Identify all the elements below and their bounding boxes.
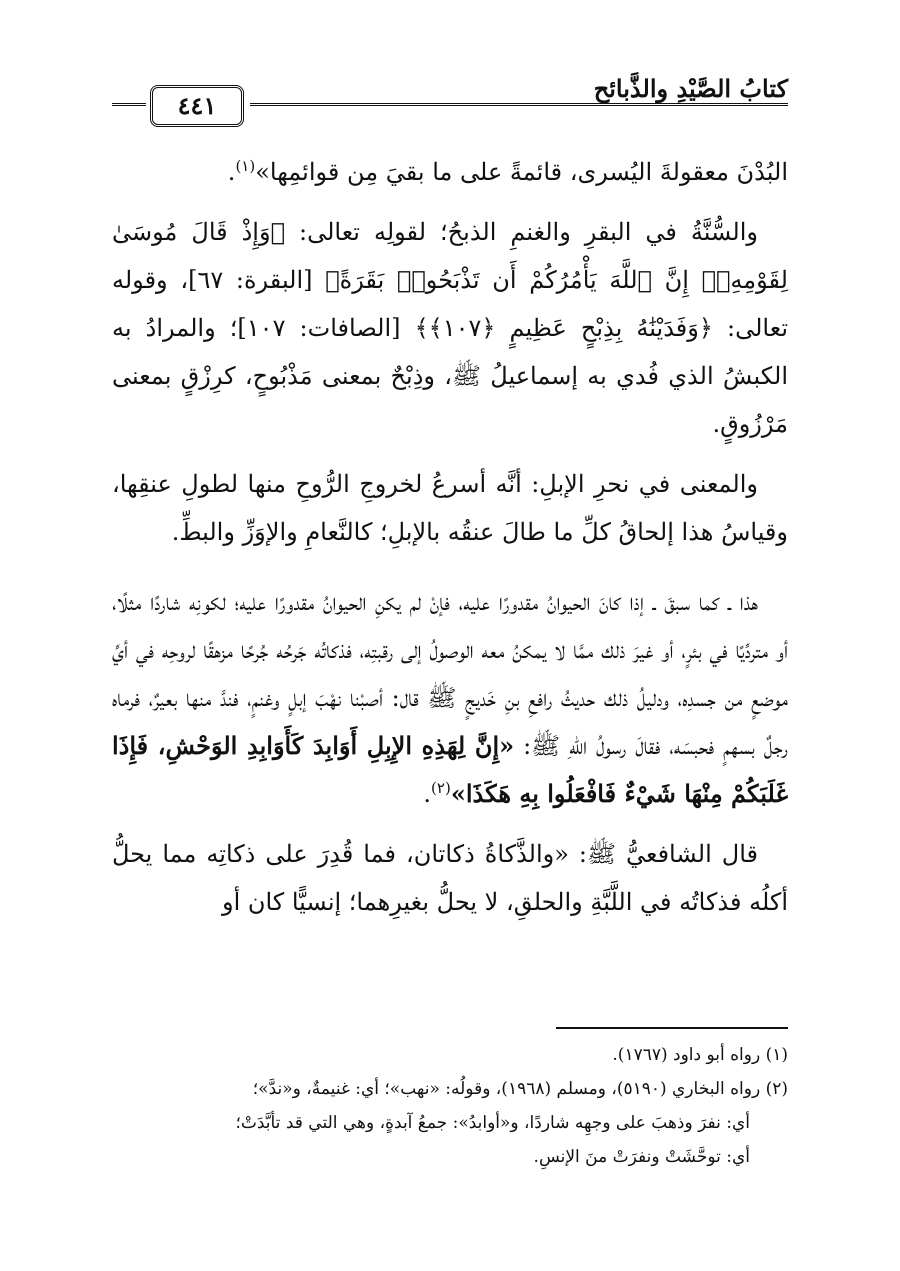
footnote-2: (٢) رواه البخاري (٥١٩٠)، ومسلم (١٩٦٨)، وقولُه: «نهب»؛ أي: غنيمةٌ، و«ندَّ»؛	[252, 1079, 788, 1099]
page-number: ٤٤١	[150, 85, 244, 127]
header-rule-left	[112, 103, 146, 106]
footnotes	[112, 1040, 788, 1176]
paragraph-1-text: البُدْنَ معقولةَ اليُسرى، قائمةً على ما بقيَ مِن قوائمِها»	[255, 158, 788, 186]
footnote-separator	[556, 1027, 788, 1029]
header-rule	[250, 103, 788, 106]
paragraph-2: والسُّنَّةُ في البقرِ والغنمِ الذبحُ؛ لقولِه تعالى: ﴿وَإِذْ قَالَ مُوسَىٰ لِقَوْمِهِۦٓ إِنَّ ٱللَّهَ يَأْمُرُكُمْ أَن تَذْبَحُوا۟ بَقَرَةً﴾ [البقرة: ٦٧]، وقوله تعالى: ﴿وَفَدَيْنَٰهُ بِذِبْحٍ عَظِيمٍ ﴿١٠٧﴾﴾ [الصافات: ١٠٧]؛ والمرادُ به الكبشُ الذي فُدي به إسماعيلُ ﷺ، وذِبْحٌ بمعنى مَذْبُوحٍ، كرِزْقٍ بمعنى مَرْزُوقٍ.	[112, 218, 788, 438]
paragraph-5: قال الشافعيُّ ﷺ: «والذَّكاةُ ذكاتان، فما قُدِرَ على ذكاتِه مما يحلُّ أكلُه فذكاتُه في اللَّبَّةِ والحلقِ، لا يحلُّ بغيرِهما؛ إنسيًّا كان أو	[112, 840, 788, 916]
paragraph-4-text: هذا ـ كما سبقَ ـ إذا كانَ الحيوانُ مقدورًا عليه، فإنْ لم يكنِ الحيوانُ مقدورًا عليه؛ لكونِه شاردًا مثلًا، أو متردِّيًا في بئرٍ، أو غيرَ ذلك ممَّا لا يمكنُ معه الوصولُ إلى رقبتِه، فذكاتُه جَرحُه جُرحًا مزهقًا لروحِه في أيِّ موضعٍ من جسدِه، ودليلُ ذلك حديثُ رافعِ بنِ خَديجٍ ﷺ قال: أصبْنا نهْبَ إبلٍ وغنمٍ، فندَّ منها بعيرٌ، فرماه رجلٌ بسهمٍ فحبسَه، فقالَ رسولُ اللهِ ﷺ:	[112, 588, 788, 760]
footnote-marker-2: (٢)	[431, 779, 451, 797]
paragraph-4: هذا ـ كما سبقَ ـ إذا كانَ الحيوانُ مقدورًا عليه، فإنْ لم يكنِ الحيوانُ مقدورًا عليه؛ لكونِه شاردًا مثلًا، أو متردِّيًا في بئرٍ، أو غيرَ ذلك ممَّا لا يمكنُ معه الوصولُ إلى رقبتِه، فذكاتُه جَرحُه جُرحًا مزهقًا لروحِه في أيِّ موضعٍ من جسدِه، ودليلُ ذلك حديثُ رافعِ بنِ خَديجٍ ﷺ قال: أصبْنا نهْبَ إبلٍ وغنمٍ، فندَّ منها بعيرٌ، فرماه رجلٌ بسهمٍ فحبسَه، فقالَ رسولُ اللهِ ﷺ: «إِنَّ لِهَذِهِ الإِبِلِ أَوَابِدَ كَأَوَابِدِ الوَحْشِ، فَإِذَا غَلَبَكُمْ مِنْهَا شَيْءٌ فَافْعَلُوا بِهِ هَكَذَا»$^{(٢)}$.	[112, 588, 788, 808]
body-text	[112, 148, 788, 938]
footnote-2-continued: أي: نفرَ وذهبَ على وجهِه شاردًا، و«أوابدُ»: جمعُ آبدةٍ، وهي التي قد تأبَّدَتْ؛	[235, 1113, 750, 1133]
paragraph-1: البُدْنَ معقولةَ اليُسرى، قائمةً على ما بقيَ مِن قوائمِها»$^{(١)}$.	[227, 157, 788, 186]
running-title: كتابُ الصَّيْدِ والذَّبائح	[593, 74, 788, 103]
footnote-2-continued-end: أي: توحَّشَتْ ونفرَتْ منَ الإنسِ.	[533, 1147, 750, 1167]
footnote-marker-1: (١)	[235, 157, 256, 175]
paragraph-3: والمعنى في نحرِ الإبلِ: أنَّه أسرعُ لخروجِ الرُّوحِ منها لطولِ عنقِها، وقياسُ هذا إلحاقُ كلِّ ما طالَ عنقُه بالإبلِ؛ كالنَّعامِ والإوَزِّ والبطِّ.	[112, 470, 788, 546]
footnote-1: (١) رواه أبو داود (١٧٦٧).	[612, 1045, 788, 1065]
hadith-quote: «إِنَّ لِهَذِهِ الإِبِلِ أَوَابِدَ كَأَوَابِدِ الوَحْشِ، فَإِذَا غَلَبَكُمْ مِنْهَا شَيْءٌ فَافْعَلُوا بِهِ هَكَذَا»	[112, 731, 788, 808]
